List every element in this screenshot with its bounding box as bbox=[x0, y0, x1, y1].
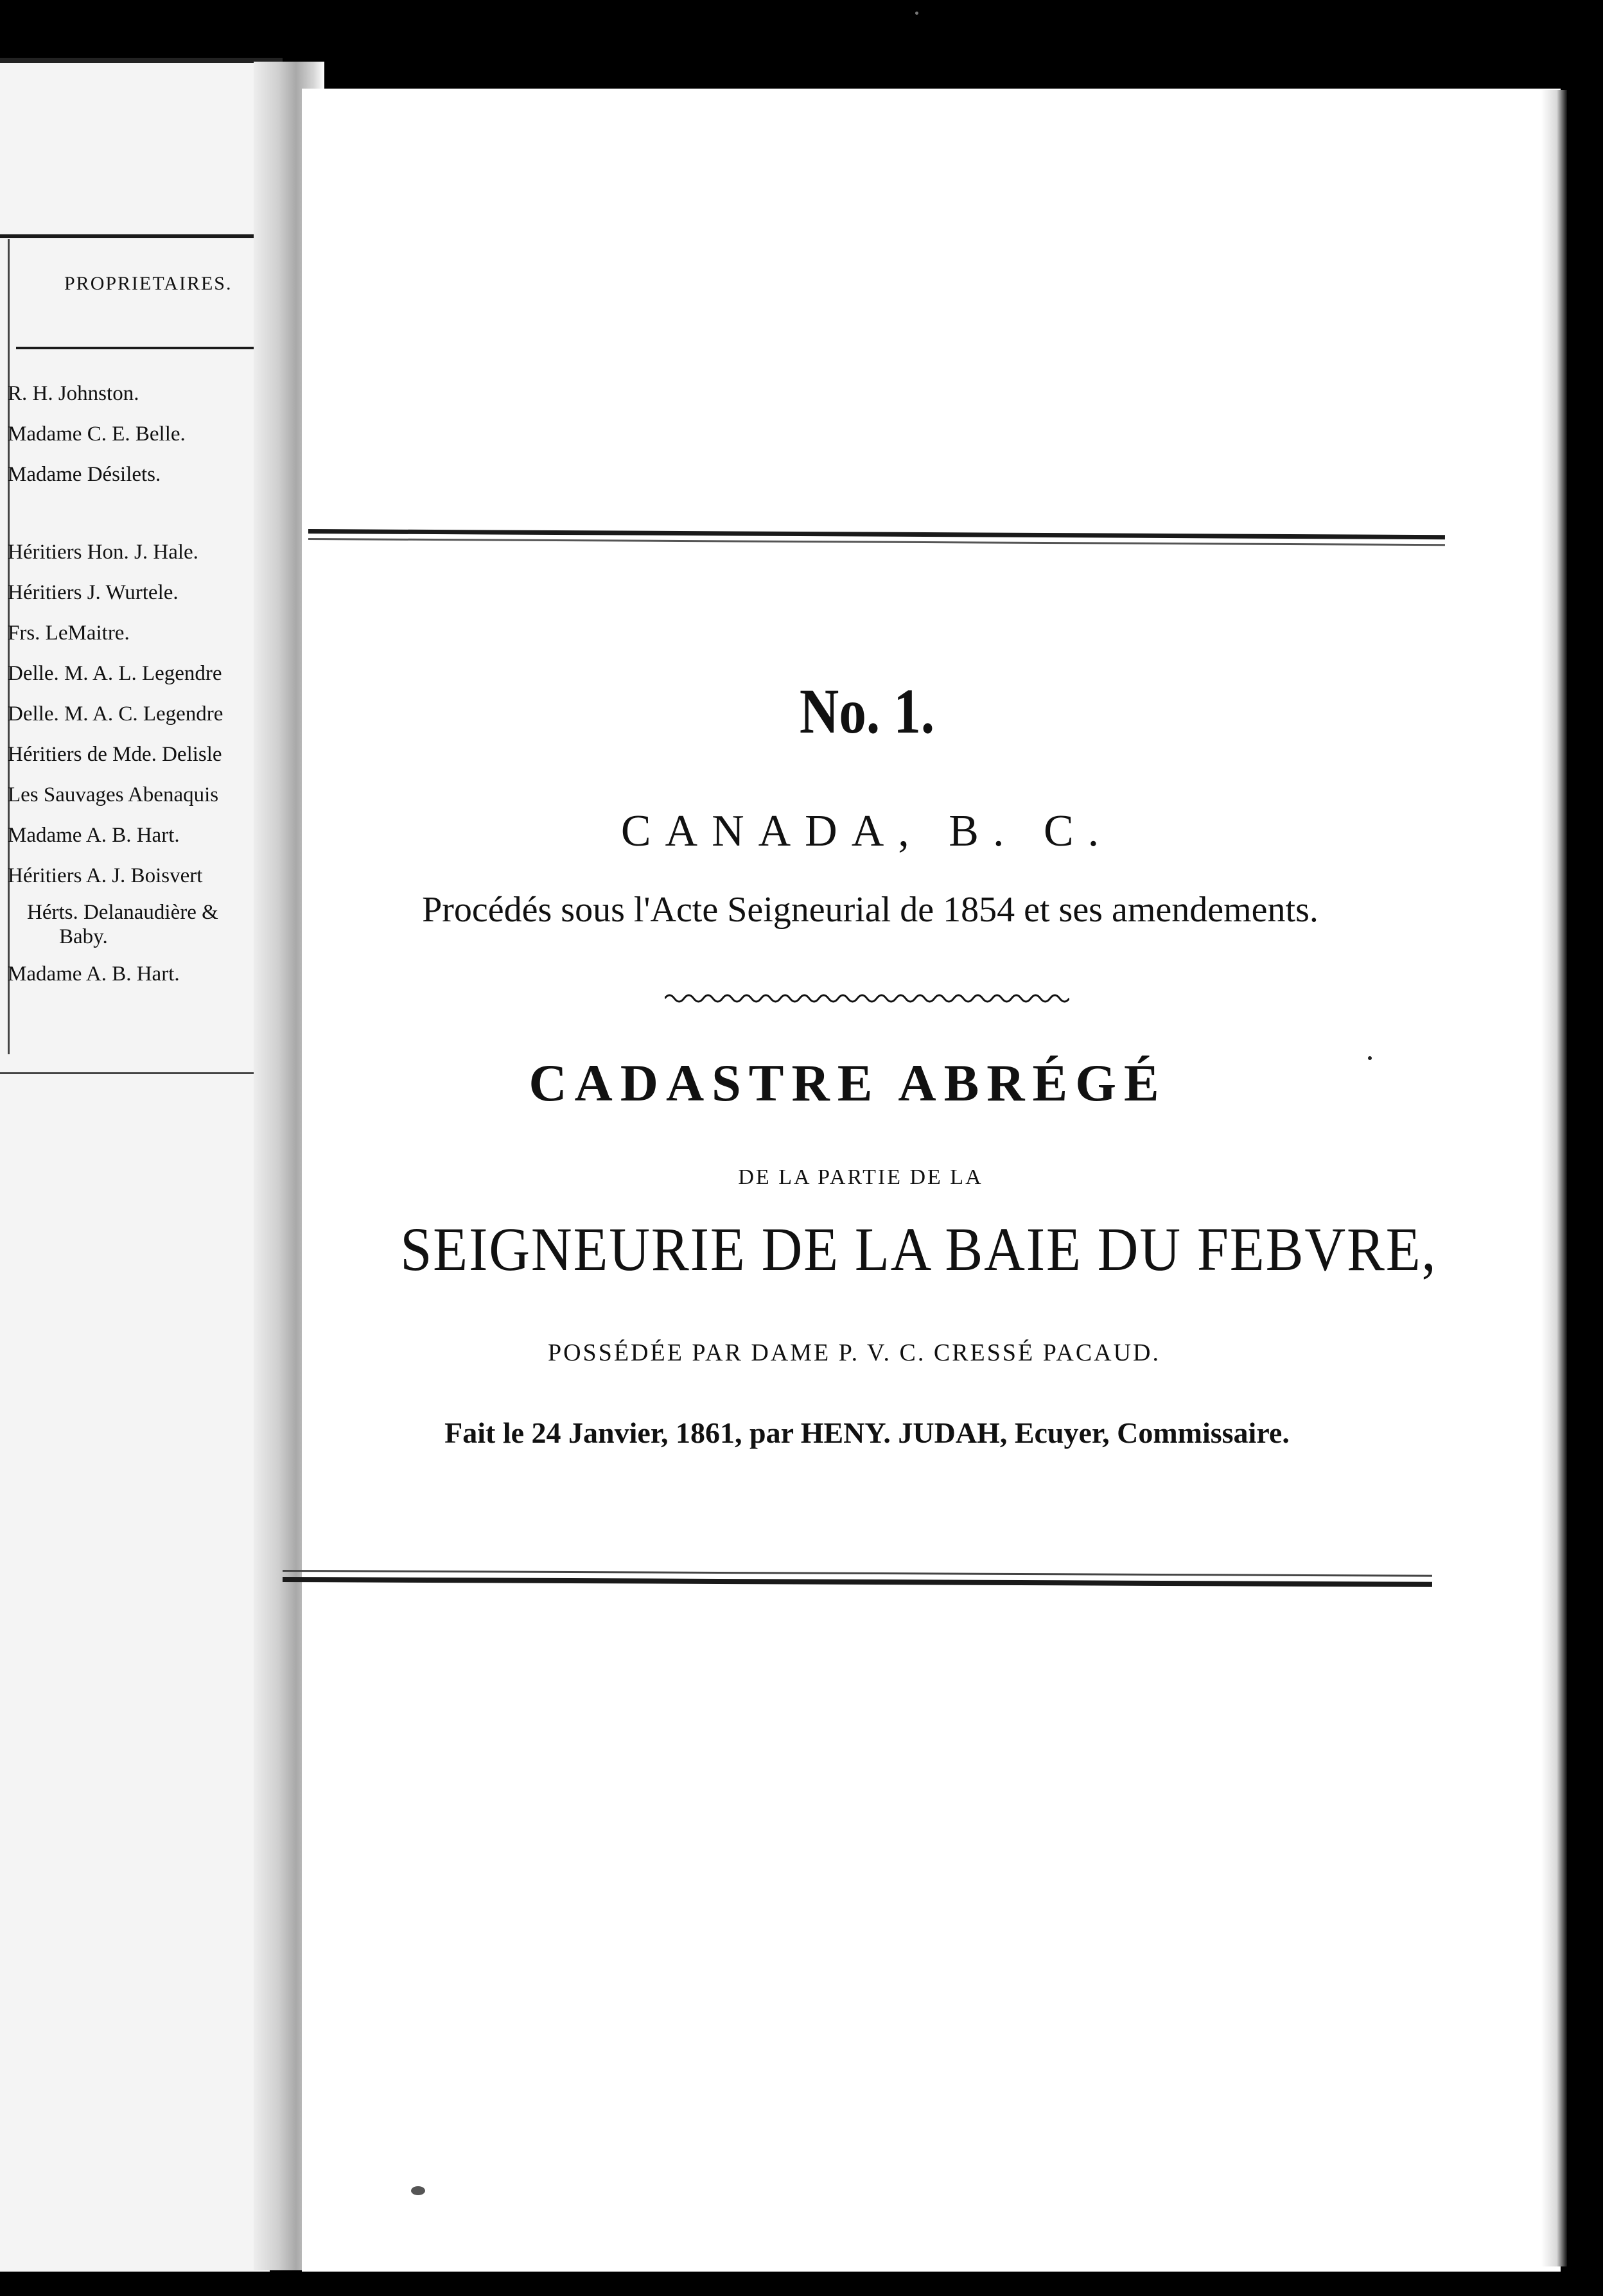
wavy-ornament-divider bbox=[665, 989, 1069, 1008]
owner-entry: Frs. LeMaitre. bbox=[8, 622, 130, 645]
owner-entry-line: Baby. bbox=[59, 925, 108, 948]
owner-entry: Les Sauvages Abenaquis bbox=[8, 783, 219, 806]
owner-entry: Madame A. B. Hart. bbox=[8, 824, 180, 847]
owner-entry-line: Hérts. Delanaudière & bbox=[27, 901, 218, 924]
owner-entry: Héritiers Hon. J. Hale. bbox=[8, 541, 198, 564]
owner-entry: Héritiers J. Wurtele. bbox=[8, 581, 179, 604]
owner-entry: Madame A. B. Hart. bbox=[8, 962, 180, 986]
page-edge-shadow bbox=[1541, 90, 1567, 2266]
owners-column-header: PROPRIETAIRES. bbox=[64, 273, 232, 294]
proceedings-line: Procédés sous l'Acte Seigneurial de 1854 et ses amendements. bbox=[422, 890, 1318, 930]
left-bottom-rule bbox=[0, 1072, 260, 1074]
document-title: CADASTRE ABRÉGÉ bbox=[529, 1054, 1167, 1112]
scan-speck bbox=[411, 2186, 425, 2195]
owner-entry: Delle. M. A. C. Legendre bbox=[8, 702, 223, 726]
left-top-rule bbox=[0, 234, 260, 238]
owner-entry: Madame Désilets. bbox=[8, 463, 161, 486]
title-connector: DE LA PARTIE DE LA bbox=[738, 1165, 983, 1189]
document-number: No. 1. bbox=[799, 675, 935, 747]
left-header-rule bbox=[16, 347, 260, 349]
commissioner-line: Fait le 24 Janvier, 1861, par HENY. JUDAH, Ecuyer, Commissaire. bbox=[444, 1416, 1290, 1449]
owner-entry: Héritiers de Mde. Delisle bbox=[8, 743, 222, 766]
seigneurie-name: SEIGNEURIE DE LA BAIE DU FEBVRE, bbox=[400, 1215, 1437, 1283]
owner-line: POSSÉDÉE PAR DAME P. V. C. CRESSÉ PACAUD. bbox=[547, 1339, 1161, 1366]
place-heading: CANADA, B. C. bbox=[620, 806, 1114, 856]
owners-list bbox=[8, 374, 261, 995]
scan-speck bbox=[915, 12, 918, 15]
owner-entry: R. H. Johnston. bbox=[8, 382, 139, 405]
scan-speck bbox=[1368, 1056, 1372, 1060]
owner-entry bbox=[8, 896, 261, 954]
owner-entry: Madame C. E. Belle. bbox=[8, 422, 186, 446]
owner-entry: Héritiers A. J. Boisvert bbox=[8, 864, 203, 887]
owner-entry: Delle. M. A. L. Legendre bbox=[8, 662, 222, 685]
